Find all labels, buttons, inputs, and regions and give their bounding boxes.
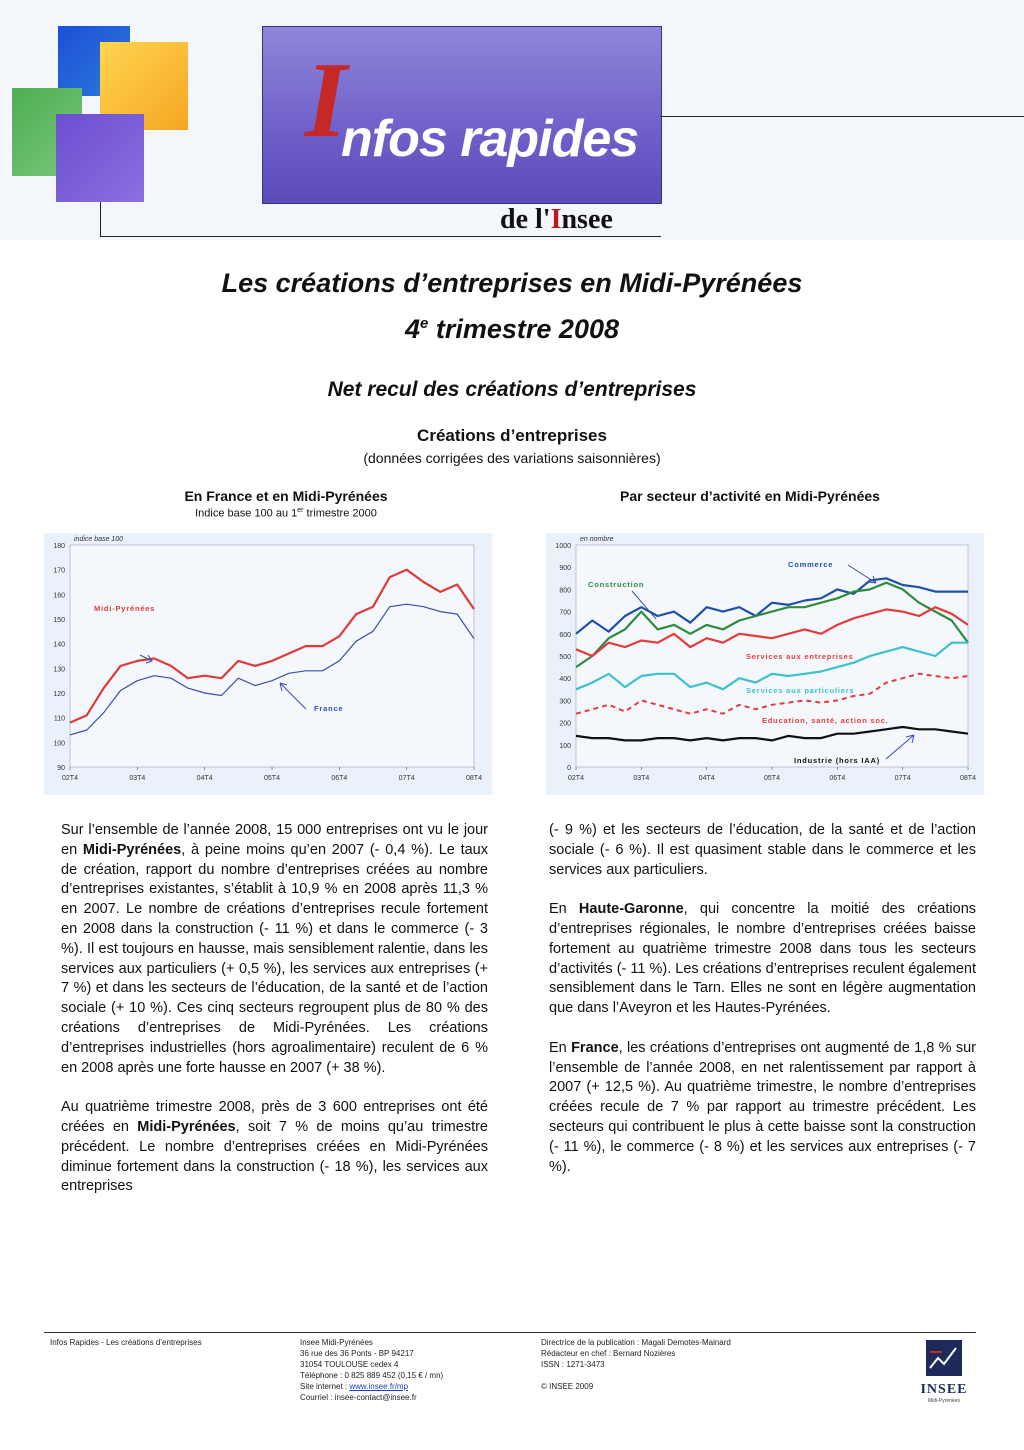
footer-credits: Directrice de la publication : Magali Demotes-Mainard Rédacteur en chef : Bernard Nozières ISSN : 1271-3473 © INSEE 2009 <box>541 1338 731 1391</box>
banner-initial: I <box>305 41 348 160</box>
y-tick-label: 120 <box>53 691 65 698</box>
paragraph: Au quatrième trimestre 2008, près de 3 600 entreprises ont été créées en Midi-Pyrénées, soit 7 % de moins qu’au trimestre précédent. Le nombre d’entreprises créées en Midi-Pyrénées diminue fortement dans la construction (- 18 %), les services aux entreprises <box>61 1099 488 1195</box>
footer-rule <box>44 1332 976 1333</box>
x-tick-label: 03T4 <box>129 775 146 782</box>
series-label: France <box>314 704 344 713</box>
x-tick-label: 06T4 <box>331 775 348 782</box>
y-tick-label: 140 <box>53 641 65 649</box>
y-tick-label: 500 <box>559 654 571 661</box>
y-tick-label: 300 <box>559 698 571 706</box>
left-column <box>61 821 488 1217</box>
x-tick-label: 08T4 <box>466 775 482 782</box>
chart1-title: En France et en Midi-Pyrénées <box>184 488 388 504</box>
series-label: Services aux particuliers <box>746 686 855 695</box>
y-tick-label: 170 <box>53 567 65 575</box>
page-title: Les créations d’entreprises en Midi-Pyrénées <box>221 268 803 298</box>
infos-rapides-banner <box>262 26 662 204</box>
x-tick-label: 02T4 <box>62 775 78 782</box>
section-title: Créations d’entreprises <box>417 426 607 445</box>
page-title-period: 4e trimestre 2008 <box>405 314 619 344</box>
de-l-insee-brand: de l'Insee <box>500 204 613 235</box>
x-tick-label: 03T4 <box>633 775 650 782</box>
series-label: Education, santé, action soc. <box>762 716 889 725</box>
paragraph: Sur l’ensemble de l’année 2008, 15 000 entreprises ont vu le jour en Midi-Pyrénées, à peine moins qu’en 2007 (- 0,4 %). Le taux de création, rapport du nombre d’entreprises créées au nombre d’entreprises existantes, s’établit à 10,9 % en 2008 après 11,3 % en 2007. Le nombre de créations d’entreprises recule fortement en 2008 dans la construction (- 11 %) et dans le commerce (- 3 %). Il est toujours en hausse, mais sensiblement ralentie, dans les services aux particuliers (+ 0,5 %), les services aux entreprises (+ 7 %) et dans les secteurs de l’éducation, de la santé et de l’action sociale (+ 10 %). Ces cinq secteurs regroupent plus de 80 % des créations d’entreprises de Midi-Pyrénées. Les créations d’entreprises industrielles (hors agroalimentaire) reculent de 6 % en 2008 après une forte hausse en 2007 (+ 38 %). <box>61 822 488 1076</box>
y-tick-label: 160 <box>53 592 65 600</box>
section-subtitle: (données corrigées des variations saisonnières) <box>363 450 661 466</box>
y-tick-label: 130 <box>53 666 65 674</box>
y-tick-label: 600 <box>559 631 571 639</box>
insee-logo-sub: Midi-Pyrénées <box>928 1398 960 1404</box>
x-tick-label: 07T4 <box>398 775 415 782</box>
x-tick-label: 02T4 <box>568 775 584 782</box>
y-tick-label: 150 <box>53 617 65 624</box>
y-tick-label: 100 <box>559 742 571 750</box>
series-label: Industrie (hors IAA) <box>794 756 881 765</box>
x-tick-label: 07T4 <box>894 775 911 782</box>
insee-logo-text: INSEE <box>920 1382 968 1397</box>
footer-address: Insee Midi-Pyrénées 36 rue des 36 Ponts - BP 94217 31054 TOULOUSE cedex 4 Téléphone : 0 825 889 452 (0,15 € / mn) Site internet : www.insee.fr/mp Courriel : insee-contact@insee.fr <box>300 1338 444 1402</box>
y-tick-label: 90 <box>57 765 65 772</box>
chart2-svg <box>546 533 984 795</box>
x-tick-label: 06T4 <box>829 775 846 782</box>
x-tick-label: 05T4 <box>264 775 280 782</box>
x-tick-label: 04T4 <box>698 775 715 782</box>
series-label: Midi-Pyrénées <box>94 604 156 613</box>
logo-squares <box>10 22 195 208</box>
paragraph: (- 9 %) et les secteurs de l’éducation, de la santé et de l’action sociale (- 6 %). Il est quasiment stable dans le commerce et les services aux particuliers. <box>549 822 976 878</box>
right-column <box>549 821 976 1197</box>
chart1-svg <box>44 533 492 795</box>
paragraph: En France, les créations d’entreprises ont augmenté de 1,8 % sur l’ensemble de l’année 2008, en net ralentissement par rapport à 2007 (+ 12,5 %). Au quatrième trimestre, le nombre d’entreprises créées recule de 7 % par rapport au trimestre précédent. Les secteurs qui contribuent le plus à cette baisse sont la construction (- 11 %), le commerce (- 8 %) et les services aux entreprises (- 7 %). <box>549 1039 976 1175</box>
site-link[interactable]: www.insee.fr/mp <box>349 1382 409 1391</box>
series-label: Services aux entreprises <box>746 652 854 661</box>
y-tick-label: 100 <box>53 740 65 748</box>
paragraph: En Haute-Garonne, qui concentre la moitié des créations d’entreprises régionales, le nombre d’entreprises créées baisse fortement au quatrième trimestre 2008 dans tous les secteurs d’activités (- 11 %). Les créations d’entreprises reculent également sensiblement dans le Tarn. Elles ne sont en légère augmentation que dans l’Aveyron et les Hautes-Pyrénées. <box>549 901 977 1017</box>
headline: Net recul des créations d’entreprises <box>327 378 697 401</box>
chart1-subtitle: Indice base 100 au 1er trimestre 2000 <box>195 507 377 520</box>
plot-area <box>70 545 474 767</box>
header-rule <box>660 116 1024 117</box>
y-tick-label: 700 <box>559 609 571 617</box>
y-tick-label: 800 <box>559 587 571 595</box>
x-tick-label: 04T4 <box>196 775 213 782</box>
chart2-title: Par secteur d’activité en Midi-Pyrénées <box>620 488 880 504</box>
chart1-area <box>44 533 492 795</box>
x-tick-label: 08T4 <box>960 775 976 782</box>
unit-label: en nombre <box>580 536 614 543</box>
unit-label: indice base 100 <box>74 536 124 543</box>
y-tick-label: 110 <box>53 715 65 723</box>
footer-left: Infos Rapides - Les créations d’entreprises <box>50 1338 202 1347</box>
y-tick-label: 400 <box>559 676 571 684</box>
y-tick-label: 180 <box>53 543 65 550</box>
chart2-area <box>546 533 984 795</box>
series-label: Commerce <box>788 560 834 569</box>
x-tick-label: 05T4 <box>764 775 780 782</box>
banner-title: nfos rapides <box>341 110 639 168</box>
y-tick-label: 0 <box>567 765 571 772</box>
y-tick-label: 900 <box>559 565 571 573</box>
series-label: Construction <box>588 580 645 589</box>
y-tick-label: 1000 <box>555 543 571 550</box>
insee-logo <box>912 1338 976 1408</box>
y-tick-label: 200 <box>559 720 571 728</box>
